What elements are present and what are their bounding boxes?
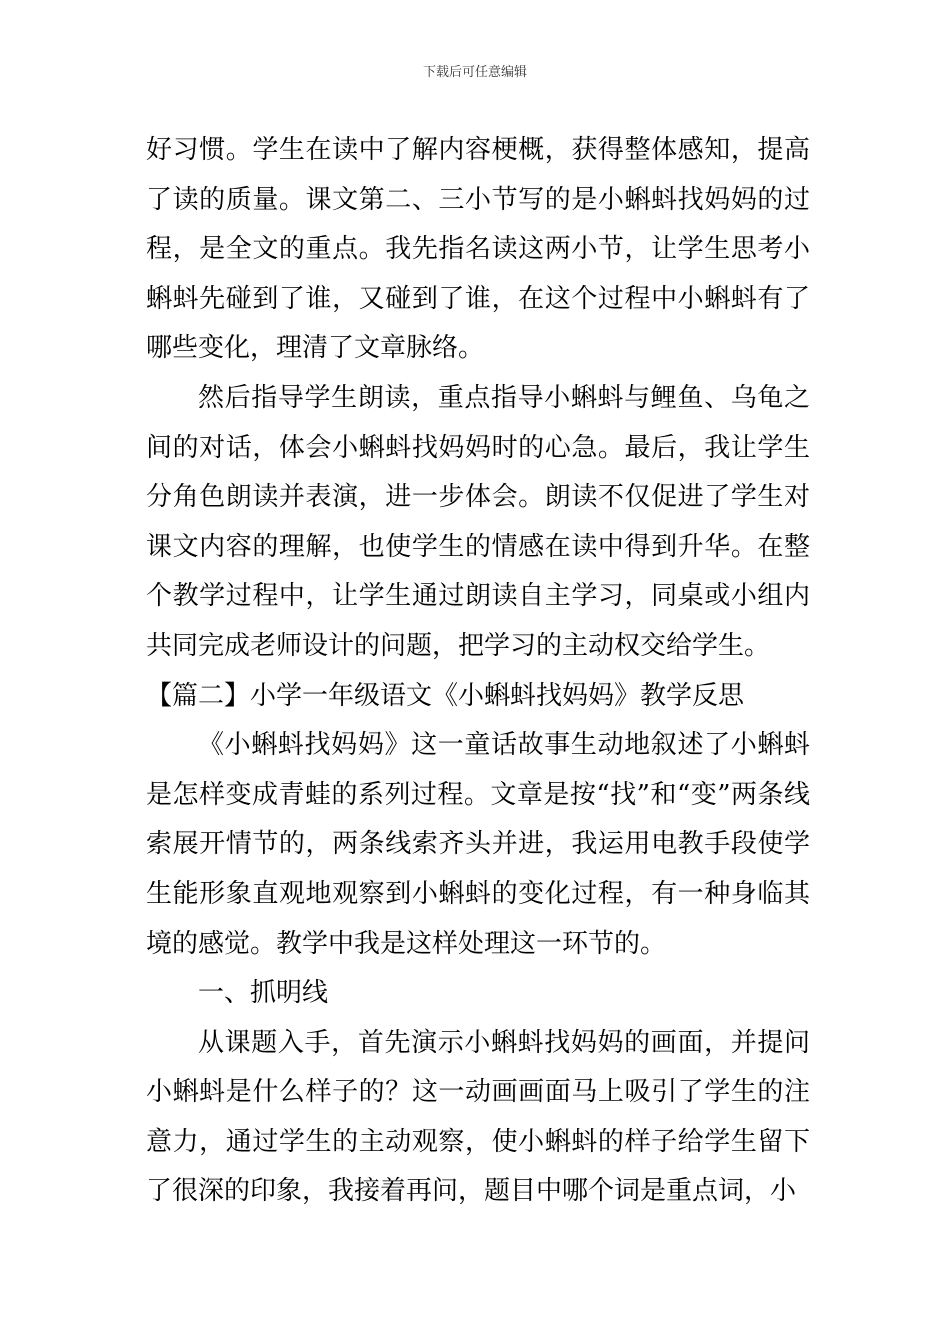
paragraph-intro: 《小蝌蚪找妈妈》这一童话故事生动地叙述了小蝌蚪是怎样变成青蛙的系列过程。文章是按“找”和“变”两条线索展开情节的，两条线索齐头并进，我运用电教手段使学生能形象直观地观察到小蝌蚪的变化过程，有一种身临其境的感觉。教学中我是这样处理这一环节的。: [146, 730, 810, 959]
paragraph-main-thread: 从课题入手，首先演示小蝌蚪找妈妈的画面，并提问小蝌蚪是什么样子的？这一动画画面马上吸引了学生的注意力，通过学生的主动观察，使小蝌蚪的样子给学生留下了很深的印象，我接着再问，题目中哪个词是重点词，小: [146, 1027, 810, 1207]
paragraph-reading-guidance: 然后指导学生朗读，重点指导小蝌蚪与鲤鱼、乌龟之间的对话，体会小蝌蚪找妈妈时的心急。最后，我让学生分角色朗读并表演，进一步体会。朗读不仅促进了学生对课文内容的理解，也使学生的情感在读中得到升华。在整个教学过程中，让学生通过朗读自主学习，同桌或小组内共同完成老师设计的问题，把学习的主动权交给学生。: [146, 382, 810, 661]
paragraph-subheading: 一、抓明线: [198, 978, 329, 1009]
page-header: 下载后可任意编辑: [422, 65, 527, 80]
section-heading: 【篇二】小学一年级语文《小蝌蚪找妈妈》教学反思: [146, 680, 745, 711]
document-body: [146, 126, 810, 1217]
paragraph-continuation: 好习惯。学生在读中了解内容梗概，获得整体感知，提高了读的质量。课文第二、三小节写的是小蝌蚪找妈妈的过程，是全文的重点。我先指名读这两小节，让学生思考小蝌蚪先碰到了谁，又碰到了谁，在这个过程中小蝌蚪有了哪些变化，理清了文章脉络。: [146, 135, 810, 364]
